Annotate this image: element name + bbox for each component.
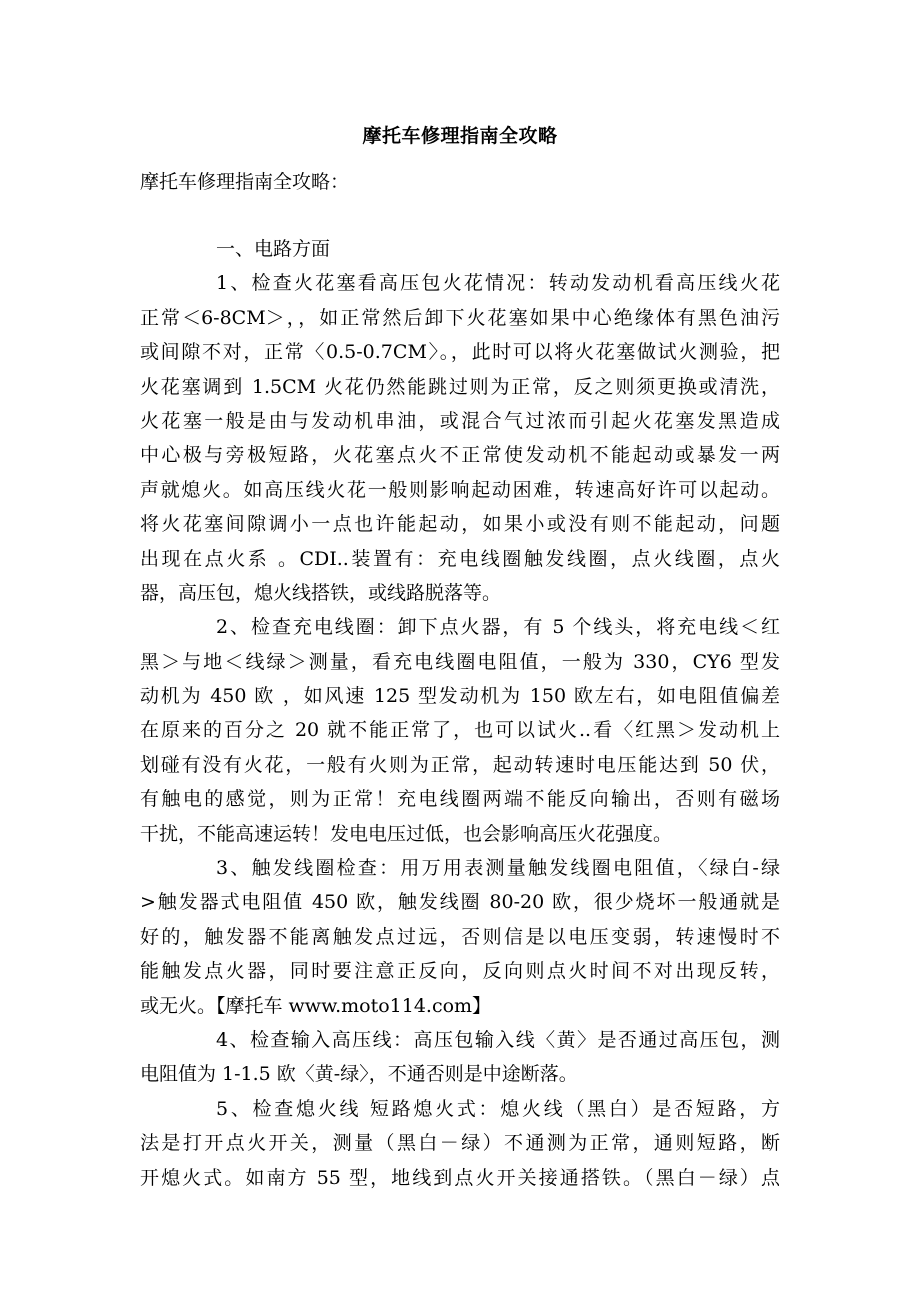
text-line: 在原来的百分之 20 就不能正常了，也可以试火..看〈红黑＞发动机上 [140,719,780,742]
document-subtitle: 摩托车修理指南全攻略： [140,171,350,193]
text-line: 能触发点火器，同时要注意正反向，反向则点火时间不对出现反转， [140,960,780,983]
text-line: 3、触发线圈检查：用万用表测量触发线圈电阻值，〈绿白-绿 [216,857,780,880]
text-line: 将火花塞间隙调小一点也许能起动，如果小或没有则不能起动，问题 [140,513,780,536]
text-line: 黑＞与地＜线绿＞测量，看充电线圈电阻值，一般为 330，CY6 型发 [140,650,780,673]
text-line: 电阻值为 1-1.5 欧〈黄-绿〉，不通否则是中途断落。 [140,1063,578,1086]
text-line: 5、检查熄火线 短路熄火式：熄火线（黑白）是否短路，方 [216,1097,780,1120]
text-line: 器，高压包，熄火线搭铁，或线路脱落等。 [140,581,502,604]
text-line: 划碰有没有火花，一般有火则为正常，起动转速时电压能达到 50 伏， [140,753,780,776]
text-line: 干扰，不能高速运转！发电电压过低，也会影响高压火花强度。 [140,822,673,845]
text-line: 有触电的感觉，则为正常！充电线圈两端不能反向输出，否则有磁场 [140,788,780,811]
document-body [140,232,780,1195]
text-line: 一、电路方面 [216,238,331,260]
text-line: 4、检查输入高压线：高压包输入线〈黄〉是否通过高压包，测 [216,1028,780,1051]
text-line: 或间隙不对，正常〈0.5-0.7CM〉。，此时可以将火花塞做试火测验，把 [140,341,780,364]
text-line: 中心极与旁极短路，火花塞点火不正常使发动机不能起动或暴发一两 [140,444,780,467]
text-line: >触发器式电阻值 450 欧，触发线圈 80-20 欧，很少烧坏一般通就是 [140,891,780,914]
text-line: 法是打开点火开关，测量（黑白－绿）不通测为正常，通则短路，断 [140,1132,780,1155]
text-line: 正常＜6-8CM＞，，如正常然后卸下火花塞如果中心绝缘体有黑色油污 [140,306,780,329]
text-line: 火花塞调到 1.5CM 火花仍然能跳过则为正常，反之则须更换或清洗， [140,375,780,398]
text-line: 开熄火式。如南方 55 型，地线到点火开关接通搭铁。（黑白－绿）点 [140,1166,780,1189]
text-line: 声就熄火。如高压线火花一般则影响起动困难，转速高好许可以起动。 [140,478,780,501]
document-title: 摩托车修理指南全攻略 [362,125,558,147]
text-line: 或无火。【摩托车 www.moto114.com】 [140,994,492,1017]
text-line: 好的，触发器不能离触发点过远，否则信是以电压变弱，转速慢时不 [140,925,780,948]
text-line: 火花塞一般是由与发动机串油，或混合气过浓而引起火花塞发黑造成 [140,409,780,432]
text-line: 动机为 450 欧 ，如风速 125 型发动机为 150 欧左右，如电阻值偏差 [140,685,780,708]
text-line: 2、检查充电线圈：卸下点火器，有 5 个线头，将充电线＜红 [216,616,780,639]
text-line: 1、检查火花塞看高压包火花情况：转动发动机看高压线火花 [216,272,780,295]
text-line: 出现在点火系 。CDI..装置有：充电线圈触发线圈，点火线圈，点火 [140,547,780,570]
